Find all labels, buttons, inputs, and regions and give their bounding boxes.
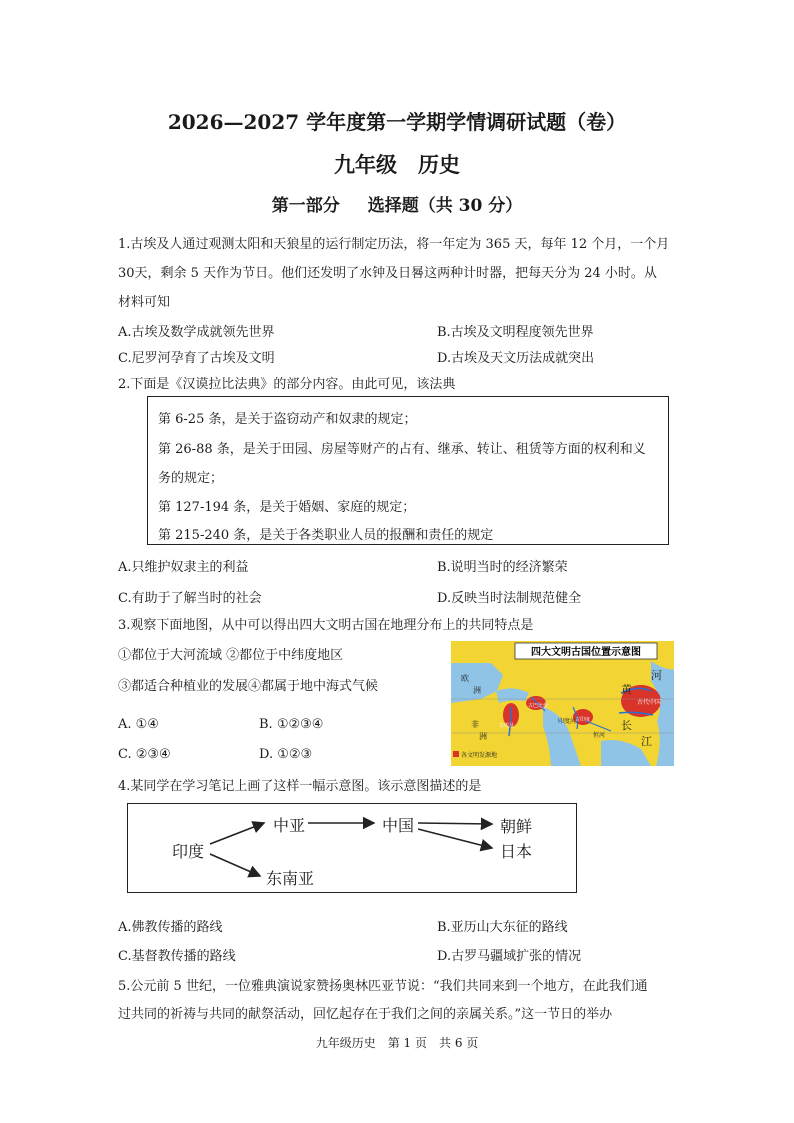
- arrow-china-japan: [418, 829, 492, 848]
- q2-option-d[interactable]: D.反映当时法制规范健全: [437, 591, 582, 606]
- map-mediterranean: [496, 688, 529, 703]
- q3-option-b[interactable]: B. ①②③④: [259, 717, 324, 732]
- q5-line2: 过共同的祈祷与共同的献祭活动，回忆起存在于我们之间的亲属关系。”这一节日的举办: [118, 1007, 613, 1022]
- arrow-india-southeast-asia: [210, 854, 260, 876]
- q4-option-a[interactable]: A.佛教传播的路线: [118, 920, 223, 935]
- q1-line3: 材料可知: [118, 295, 171, 310]
- q1-line1: 1.古埃及人通过观测太阳和天狼星的运行制定历法，将一年定为 365 天，每年 12 个月，一个月: [118, 237, 670, 252]
- section-heading: [0, 191, 794, 216]
- diagram-central-asia: 中亚: [273, 816, 306, 835]
- map-sea-west: [451, 663, 503, 703]
- map-label: 长: [621, 719, 632, 732]
- map-label: 非: [471, 720, 479, 729]
- q3-option-d[interactable]: D. ①②③: [259, 747, 313, 762]
- diagram-japan: 日本: [500, 842, 533, 861]
- page-footer: 九年级历史 第 1 页 共 6 页: [315, 1036, 479, 1050]
- map-label: 江: [641, 735, 652, 748]
- map-legend-label: 各文明发源地: [461, 752, 498, 759]
- q1-option-c[interactable]: C.尼罗河孕育了古埃及文明: [118, 351, 275, 366]
- diagram-southeast-asia: 东南亚: [266, 869, 315, 888]
- q2-material-line: 第 215-240 条，是关于各类职业人员的报酬和责任的规定: [158, 528, 494, 543]
- q3-statement-1: ①都位于大河流域 ②都位于中纬度地区: [118, 648, 344, 663]
- exam-title: 2026—2027 学年度第一学期学情调研试题（卷）: [167, 110, 627, 134]
- q3-option-c[interactable]: C. ②③④: [118, 747, 171, 762]
- q1-option-d[interactable]: D.古埃及天文历法成就突出: [437, 351, 595, 366]
- q4-diagram: [127, 803, 577, 893]
- map-label: 欧: [461, 674, 469, 683]
- q5-line1: 5.公元前 5 世纪，一位雅典演说家赞扬奥林匹亚节说：“我们共同来到一个地方，在此我们通: [118, 979, 648, 994]
- q1-option-b[interactable]: B.古埃及文明程度领先世界: [437, 325, 594, 340]
- map-title: 四大文明古国位置示意图: [531, 647, 641, 658]
- q2-option-b[interactable]: B.说明当时的经济繁荣: [437, 560, 568, 575]
- map-label: 洲: [479, 732, 487, 741]
- arrow-india-central-asia: [210, 823, 264, 844]
- map-label: 洲: [473, 686, 481, 695]
- diagram-china: 中国: [382, 816, 415, 835]
- map-label: 印度河: [558, 718, 577, 725]
- q3-stem: 3.观察下面地图，从中可以得出四大文明古国在地理分布上的共同特点是: [118, 618, 534, 633]
- map-label: 黄: [621, 683, 632, 696]
- exam-subtitle: 九年级 历史: [334, 152, 460, 177]
- map-graphic: [451, 641, 674, 766]
- map-label: 古巴比伦: [528, 703, 549, 709]
- diagram-india: 印度: [172, 842, 205, 861]
- q2-option-c[interactable]: C.有助于了解当时的社会: [118, 591, 262, 606]
- map-label: 古埃及: [499, 723, 515, 729]
- q2-material-line: 第 127-194 条，是关于婚姻、家庭的规定；: [158, 500, 416, 515]
- map-label: 古代中国: [637, 699, 662, 706]
- section-part: 第一部分: [271, 196, 340, 216]
- q2-material-line: 第 26-88 条，是关于田园、房屋等财产的占有、继承、转让、租赁等方面的权利和义: [158, 442, 646, 457]
- map-label: 古印度: [575, 717, 591, 723]
- q2-material-box: [147, 396, 669, 545]
- civilizations-map: [451, 641, 674, 766]
- map-legend-swatch: [453, 751, 459, 757]
- q4-option-d[interactable]: D.古罗马疆域扩张的情况: [437, 949, 582, 964]
- q2-material-line: 务的规定；: [158, 471, 224, 486]
- q2-material-line: 第 6-25 条，是关于盗窃动产和奴隶的规定；: [158, 412, 417, 427]
- arrow-china-korea: [418, 823, 492, 824]
- map-label: 河: [651, 669, 662, 682]
- map-label: 恒河: [593, 732, 606, 739]
- q3-option-a[interactable]: A. ①④: [118, 717, 159, 732]
- q4-option-b[interactable]: B.亚历山大东征的路线: [437, 920, 568, 935]
- diagram-korea: 朝鲜: [500, 817, 533, 836]
- q1-line2: 30天，剩余 5 天作为节日。他们还发明了水钟及日晷这两种计时器，把每天分为 24 小时。从: [118, 266, 657, 281]
- q1-option-a[interactable]: A.古埃及数学成就领先世界: [118, 325, 275, 340]
- q3-statement-2: ③都适合种植业的发展④都属于地中海式气候: [118, 679, 379, 694]
- section-desc: 选择题（共 30 分）: [367, 196, 523, 216]
- q4-option-c[interactable]: C.基督教传播的路线: [118, 949, 236, 964]
- q4-stem: 4.某同学在学习笔记上画了这样一幅示意图。该示意图描述的是: [118, 779, 482, 794]
- q2-option-a[interactable]: A.只维护奴隶主的利益: [118, 560, 249, 575]
- q2-stem: 2.下面是《汉谟拉比法典》的部分内容。由此可见，该法典: [118, 377, 456, 392]
